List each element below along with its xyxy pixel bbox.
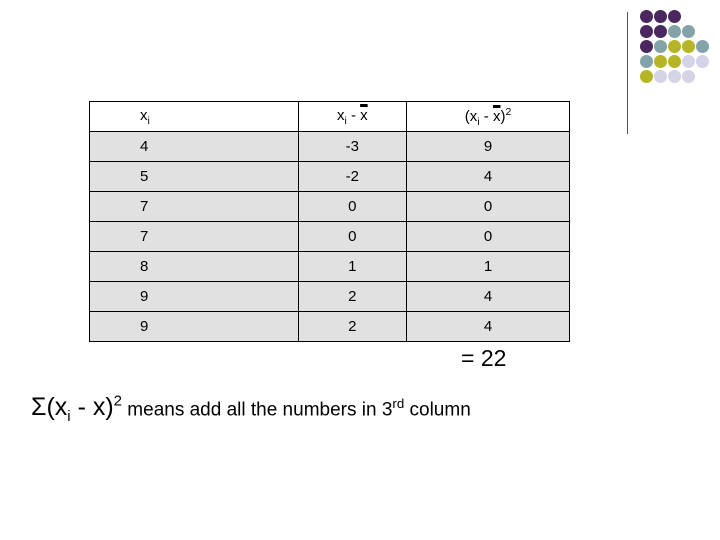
decorative-dot: [654, 70, 667, 83]
decorative-dot: [668, 55, 681, 68]
decorative-vertical-line: [627, 12, 628, 134]
decorative-dot: [640, 40, 653, 53]
decorative-dot: [654, 40, 667, 53]
header-xi: $x_i$: [90, 102, 299, 132]
explanation-note: $\Sigma(x_i - x)^2$ means add all the numbers in 3rd column: [31, 393, 471, 426]
decorative-dot: [640, 55, 653, 68]
sigma-formula: $\Sigma(x_i - x)^2$: [31, 393, 123, 426]
table-cell: 1: [407, 252, 570, 282]
decorative-dot: [654, 10, 667, 23]
decorative-dot: [682, 55, 695, 68]
deviation-table: [89, 101, 570, 342]
table-cell: 0: [407, 192, 570, 222]
table-cell: -3: [298, 132, 407, 162]
table-row: [90, 132, 570, 162]
header-squared-deviation: $(x_i - \overline{x})^2$: [407, 102, 570, 132]
decorative-dot: [654, 55, 667, 68]
table-cell: 5: [90, 162, 299, 192]
table-cell: 2: [298, 282, 407, 312]
decorative-dot: [668, 25, 681, 38]
decorative-dot: [682, 25, 695, 38]
table-cell: 4: [90, 132, 299, 162]
decorative-dot: [654, 25, 667, 38]
table-cell: 4: [407, 162, 570, 192]
table-header-row: [90, 102, 570, 132]
table-cell: 2: [298, 312, 407, 342]
decorative-dot: [682, 70, 695, 83]
table-cell: 7: [90, 222, 299, 252]
table-row: [90, 252, 570, 282]
table-cell: 7: [90, 192, 299, 222]
table-cell: -2: [298, 162, 407, 192]
table-cell: 0: [298, 192, 407, 222]
table-cell: 4: [407, 312, 570, 342]
decorative-dot: [668, 10, 681, 23]
table-cell: 1: [298, 252, 407, 282]
table-row: [90, 312, 570, 342]
table-cell: 4: [407, 282, 570, 312]
table-row: [90, 162, 570, 192]
table-row: [90, 282, 570, 312]
table-row: [90, 222, 570, 252]
table-row: [90, 192, 570, 222]
decorative-dot: [668, 70, 681, 83]
decorative-dot: [640, 70, 653, 83]
table-cell: 9: [407, 132, 570, 162]
table-cell: 9: [90, 282, 299, 312]
table-cell: 8: [90, 252, 299, 282]
sum-result: = 22: [461, 345, 507, 371]
decorative-dot: [696, 55, 709, 68]
decorative-dot: [668, 40, 681, 53]
decorative-dot: [682, 40, 695, 53]
decorative-dot-grid: [640, 10, 720, 120]
table-cell: 9: [90, 312, 299, 342]
table-cell: 0: [407, 222, 570, 252]
decorative-dot: [696, 40, 709, 53]
decorative-dot: [640, 10, 653, 23]
table-cell: 0: [298, 222, 407, 252]
header-deviation: $x_i - \overline{x}$: [298, 102, 407, 132]
decorative-dot: [640, 25, 653, 38]
